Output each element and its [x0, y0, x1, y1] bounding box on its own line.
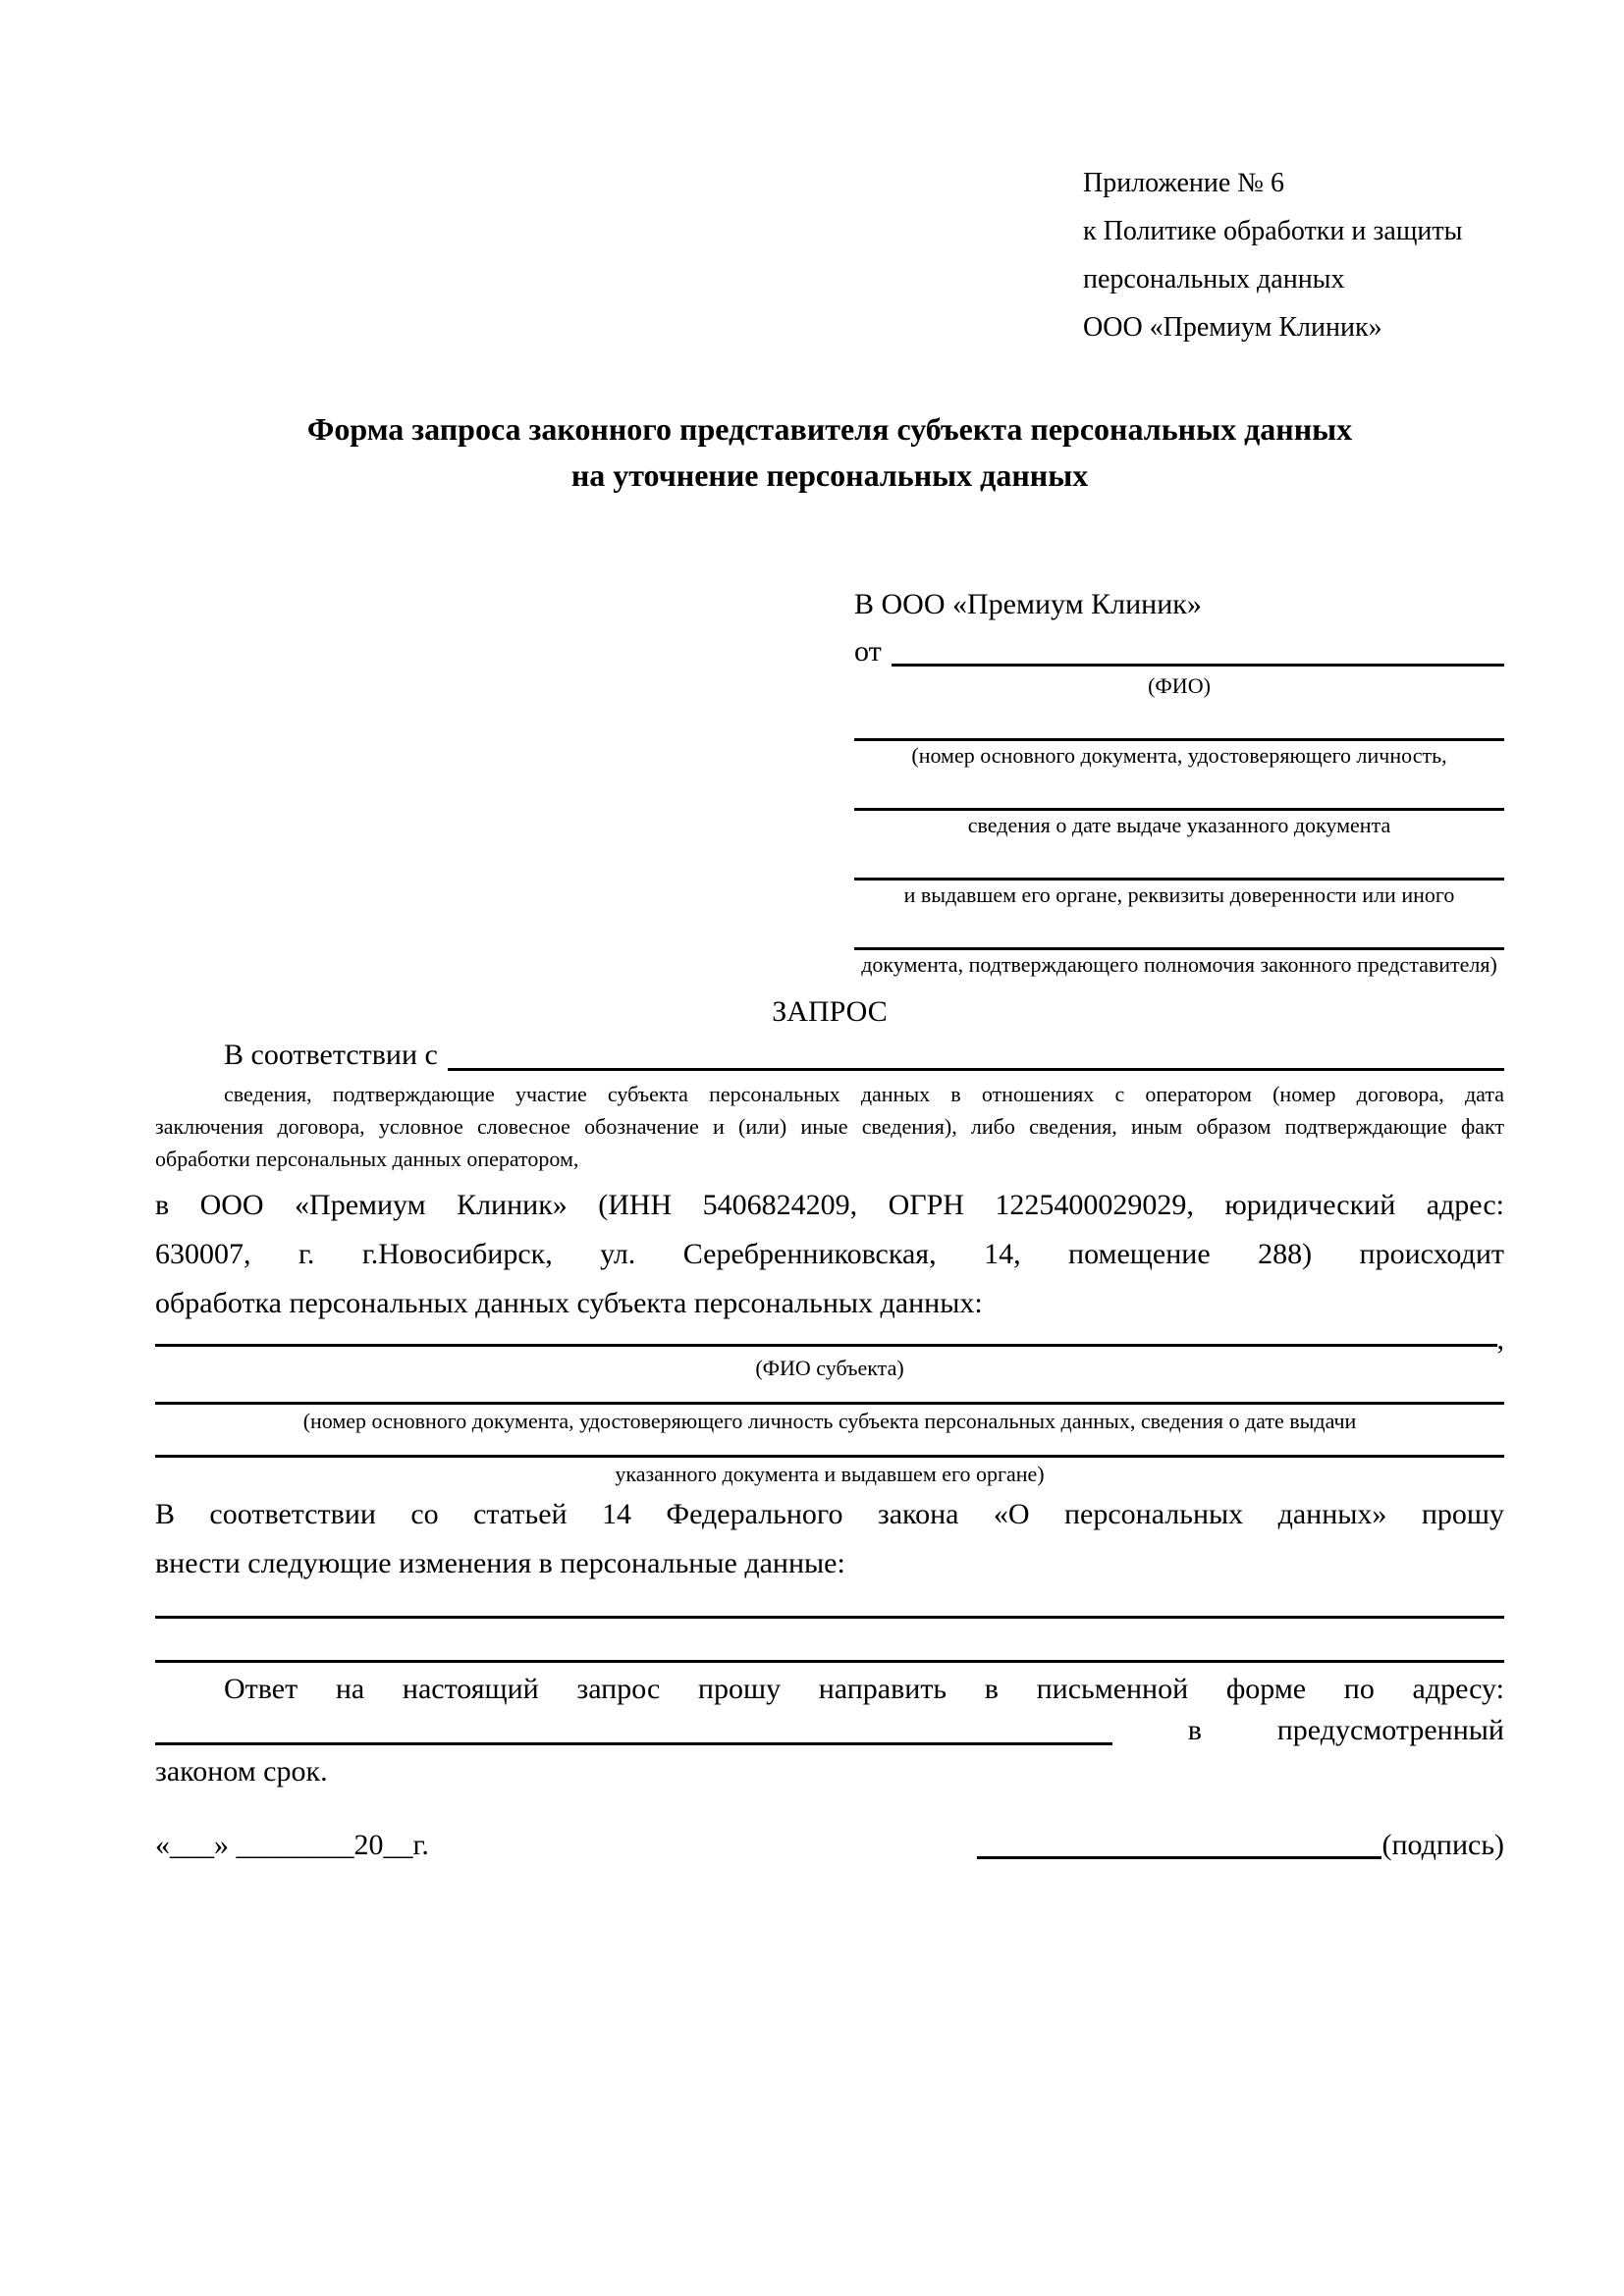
accordance-label: В соответствии с — [224, 1039, 438, 1071]
appendix-line-2: к Политике обработки и защиты — [1083, 216, 1463, 246]
operator-line-2: 630007, г. г.Новосибирск, ул. Серебренниковская, 14, помещение 288) происходит — [155, 1238, 1504, 1270]
subject-fio-fill-line — [155, 1344, 1497, 1347]
date-line: «___» ________20__г. — [155, 1829, 429, 1861]
appendix-line-1: Приложение № 6 — [1083, 168, 1284, 198]
appendix-line-3: персональных данных — [1083, 264, 1345, 294]
note-line-1: сведения, подтверждающие участие субъекта персональных данных в отношениях с оператором (номер договора, дата — [224, 1082, 1504, 1106]
id-doc-caption-1: (номер основного документа, удостоверяющего личность, — [911, 743, 1447, 768]
id-doc-field-2 — [854, 808, 1504, 840]
operator-line-3: обработка персональных данных субъекта персональных данных: — [155, 1287, 983, 1319]
answer-address-fill-line — [155, 1742, 1112, 1745]
id-doc-caption-4: документа, подтверждающего полномочия законного представителя) — [861, 952, 1497, 977]
law-line-1: В соответствии со статьей 14 Федерального закона «О персональных данных» прошу — [155, 1498, 1504, 1530]
answer-line-3: законом срок. — [155, 1755, 328, 1788]
note-line-2: заключения договора, условное словесное обозначение и (или) иные сведения), либо сведения, иным образом подтверждающие факт — [155, 1114, 1504, 1139]
from-label: от — [854, 635, 882, 667]
id-doc-caption-3: и выдавшем его органе, реквизиты доверенности или иного — [903, 882, 1455, 907]
from-fill-line — [892, 632, 1504, 667]
operator-paragraph — [155, 1181, 1504, 1328]
answer-word-2: предусмотренный — [1276, 1714, 1504, 1746]
appendix-line-4: ООО «Премиум Клиник» — [1083, 312, 1382, 343]
answer-address-row — [155, 1710, 1504, 1751]
subject-doc-caption-2: указанного документа и выдавшем его органе) — [615, 1462, 1045, 1486]
id-doc-caption-2: сведения о дате выдаче указанного документа — [967, 813, 1391, 837]
addressee-to: В ООО «Премиум Клиник» — [854, 588, 1202, 620]
accordance-note — [155, 1078, 1504, 1175]
id-doc-field-4 — [854, 947, 1504, 980]
answer-word-1: в — [1187, 1714, 1202, 1746]
title-line-1: Форма запроса законного представителя субъекта персональных данных — [306, 411, 1353, 447]
subject-fio-caption: (ФИО субъекта) — [755, 1356, 904, 1380]
accordance-fill-line — [448, 1035, 1504, 1071]
law-paragraph — [155, 1490, 1504, 1588]
subject-doc-fill-line-2 — [155, 1455, 1504, 1458]
id-doc-field-3 — [854, 878, 1504, 910]
fio-caption: (ФИО) — [1148, 673, 1211, 698]
signature-row — [155, 1826, 1504, 1865]
subject-fio-row — [155, 1323, 1504, 1356]
accordance-row — [155, 1035, 1504, 1076]
subject-doc-fill-line-1 — [155, 1402, 1504, 1405]
note-line-3: обработки персональных данных оператором, — [155, 1147, 579, 1171]
request-heading: ЗАПРОС — [772, 995, 888, 1028]
subject-doc-caption-1: (номер основного документа, удостоверяющего личность субъекта персональных данных, сведения о дате выдачи — [302, 1409, 1357, 1433]
trailing-comma: , — [1496, 1323, 1504, 1356]
title-line-2: на уточнение персональных данных — [570, 457, 1089, 493]
appendix-block — [1083, 0, 1516, 351]
from-row — [854, 632, 1504, 671]
signature-fill-line — [977, 1856, 1381, 1859]
form-title — [155, 406, 1504, 499]
changes-fill-line-1 — [155, 1616, 1504, 1619]
addressee-block — [854, 585, 1504, 980]
law-line-2: внести следующие изменения в персональные данные: — [155, 1547, 845, 1579]
operator-line-1: в ООО «Премиум Клиник» (ИНН 5406824209, ОГРН 1225400029029, юридический адрес: — [155, 1189, 1504, 1221]
signature-block — [977, 1826, 1504, 1865]
changes-fill-line-2 — [155, 1660, 1504, 1663]
signature-caption: (подпись) — [1381, 1829, 1504, 1861]
id-doc-field-1 — [854, 738, 1504, 771]
answer-line-1: Ответ на настоящий запрос прошу направить в письменной форме по адресу: — [224, 1673, 1504, 1705]
